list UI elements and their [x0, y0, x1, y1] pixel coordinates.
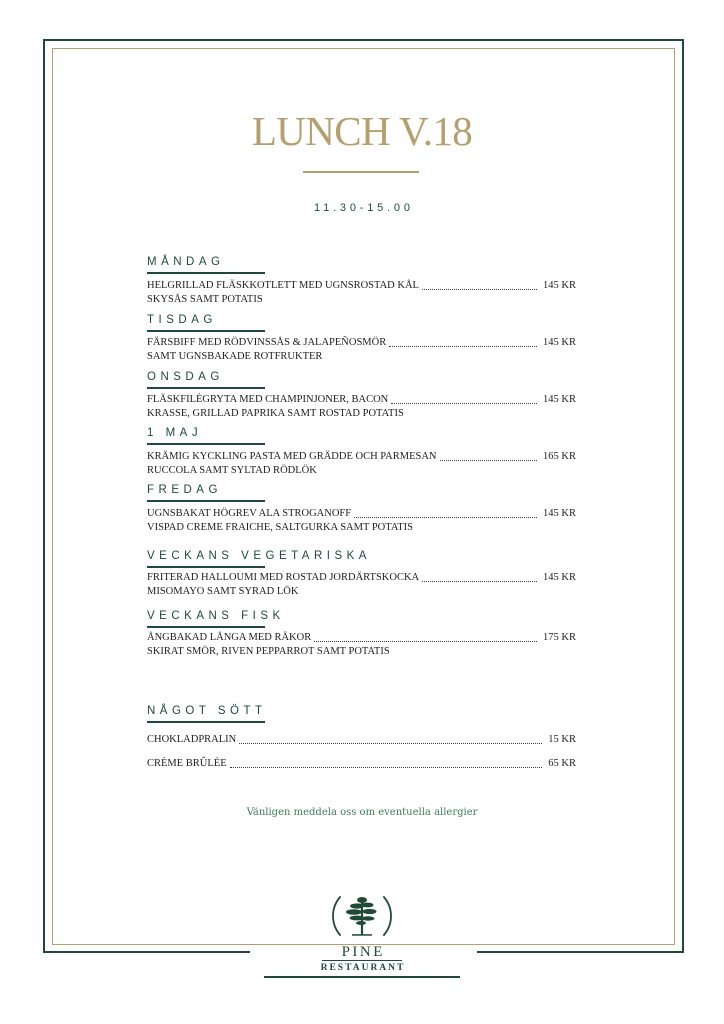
dot-leader	[354, 517, 537, 518]
section-nagot-sott	[147, 704, 576, 769]
section-mandag	[147, 255, 576, 315]
menu-item-row	[147, 393, 576, 407]
dot-leader	[314, 641, 537, 642]
menu-item	[147, 336, 576, 364]
dish-price: 145 KR	[543, 572, 576, 583]
logo-name: PINE	[341, 944, 385, 960]
dish-name: CHOKLADPRALIN	[147, 734, 237, 745]
opening-hours: 11.30-15.00	[314, 202, 414, 214]
logo-divider	[322, 960, 402, 961]
tree-ground	[352, 934, 372, 936]
tree-foliage	[346, 909, 362, 915]
tree-foliage	[362, 916, 375, 920]
logo-underline	[264, 976, 460, 978]
tree-foliage	[356, 921, 366, 925]
logo-arc-left	[333, 897, 340, 935]
section-title: 1 MAJ	[147, 427, 203, 439]
logo-arc-right	[384, 897, 391, 935]
dish-name: UGNSBAKAT HÖGREV ALA STROGANOFF	[147, 508, 352, 519]
section-underline	[147, 721, 265, 723]
pine-tree-icon	[330, 892, 394, 940]
section-title: FREDAG	[147, 484, 222, 496]
dish-price: 165 KR	[543, 451, 576, 462]
section-title: MÅNDAG	[147, 256, 225, 268]
menu-item	[147, 450, 576, 478]
dish-price: 145 KR	[543, 394, 576, 405]
allergy-note: Vänligen meddela oss om eventuella allergier	[246, 807, 478, 818]
tree-foliage	[362, 903, 374, 908]
dish-description: SKIRAT SMÖR, RIVEN PEPPARROT SAMT POTATIS	[147, 646, 390, 657]
section-tisdag	[147, 313, 576, 373]
dish-description: KRASSE, GRILLAD PAPRIKA SAMT ROSTAD POTATIS	[147, 408, 404, 419]
menu-item-row	[147, 279, 576, 293]
dot-leader	[239, 743, 542, 744]
menu-title: LUNCH V.18	[251, 108, 473, 154]
dish-name: FLÄSKFILÉGRYTA MED CHAMPINJONER, BACON	[147, 394, 389, 405]
dish-description: RUCCOLA SAMT SYLTAD RÖDLÖK	[147, 465, 317, 476]
section-underline	[147, 443, 265, 445]
section-title: VECKANS VEGETARISKA	[147, 550, 371, 562]
menu-item-row	[147, 571, 576, 585]
menu-item	[147, 279, 576, 307]
section-title: VECKANS FISK	[147, 610, 285, 622]
dish-price: 65 KR	[548, 758, 576, 769]
dot-leader	[391, 403, 537, 404]
menu-item-row	[147, 450, 576, 464]
menu-item-row	[147, 631, 576, 645]
section-title: TISDAG	[147, 314, 217, 326]
dish-name: CRÈME BRÛLÉE	[147, 758, 227, 769]
menu-item	[147, 393, 576, 421]
dot-leader	[422, 289, 537, 290]
section-underline	[147, 626, 265, 628]
dot-leader	[230, 767, 543, 768]
dot-leader	[422, 581, 537, 582]
dish-description: SAMT UGNSBAKADE ROTFRUKTER	[147, 351, 323, 362]
menu-item	[147, 631, 576, 659]
dish-price: 145 KR	[543, 508, 576, 519]
dish-name: ÅNGBAKAD LÅNGA MED RÄKOR	[147, 632, 312, 643]
dish-price: 145 KR	[543, 337, 576, 348]
section-underline	[147, 387, 265, 389]
dessert-list	[147, 733, 576, 781]
section-underline	[147, 566, 265, 568]
tree-foliage	[363, 909, 377, 914]
dish-name: HELGRILLAD FLÄSKKOTLETT MED UGNSROSTAD KÅL	[147, 280, 419, 291]
section-fredag	[147, 483, 576, 543]
title-underline	[303, 171, 419, 173]
section-underline	[147, 500, 265, 502]
menu-item-row	[147, 757, 576, 771]
dish-name: FÄRSBIFF MED RÖDVINSSÅS & JALAPEÑOSMÖR	[147, 337, 387, 348]
dish-description: VISPAD CREME FRAICHE, SALTGURKA SAMT POTATIS	[147, 522, 413, 533]
dish-description: SKYSÅS SAMT POTATIS	[147, 294, 263, 305]
logo-tree	[346, 897, 377, 936]
dish-price: 145 KR	[543, 280, 576, 291]
dish-price: 175 KR	[543, 632, 576, 643]
section-title: NÅGOT SÖTT	[147, 705, 267, 717]
section-underline	[147, 272, 265, 274]
section-title: ONSDAG	[147, 371, 224, 383]
section-onsdag	[147, 370, 576, 430]
dish-description: MISOMAYO SAMT SYRAD LÖK	[147, 586, 299, 597]
section-1-maj	[147, 426, 576, 486]
dot-leader	[440, 460, 538, 461]
menu-item	[147, 571, 576, 599]
menu-item-row	[147, 507, 576, 521]
menu-item-row	[147, 733, 576, 747]
section-underline	[147, 330, 265, 332]
dish-price: 15 KR	[548, 734, 576, 745]
dot-leader	[389, 346, 537, 347]
dish-name: FRITERAD HALLOUMI MED ROSTAD JORDÄRTSKOCKA	[147, 572, 420, 583]
section-veckans-vegetariska	[147, 549, 576, 609]
logo-subtitle: RESTAURANT	[320, 963, 406, 973]
section-veckans-fisk	[147, 609, 576, 669]
dish-name: KRÄMIG KYCKLING PASTA MED GRÄDDE OCH PARMESAN	[147, 451, 437, 462]
menu-item	[147, 507, 576, 535]
tree-foliage	[357, 897, 367, 903]
menu-item-row	[147, 336, 576, 350]
